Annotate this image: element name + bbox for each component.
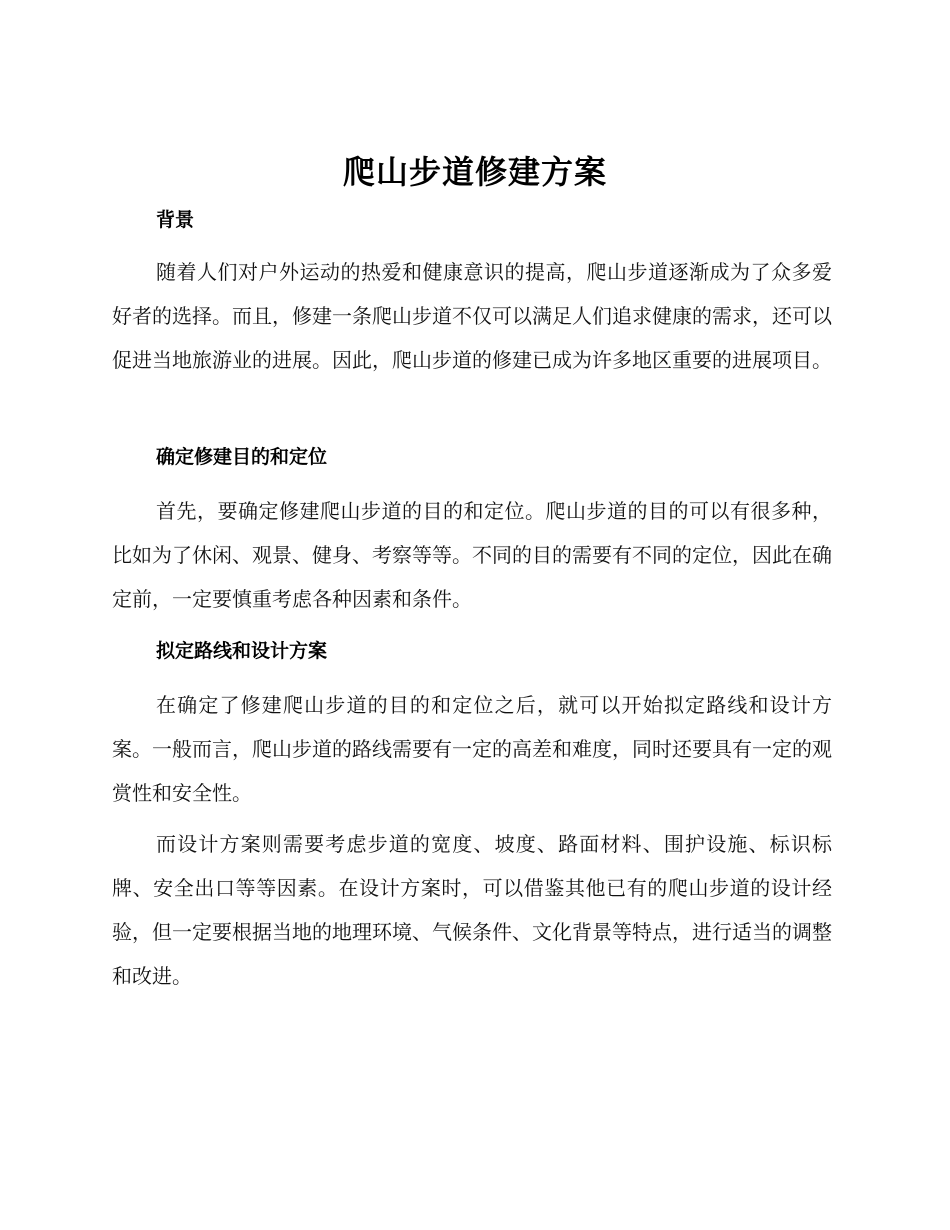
- paragraph-design: 而设计方案则需要考虑步道的宽度、坡度、路面材料、围护设施、标识标牌、安全出口等等因素。在设计方案时，可以借鉴其他已有的爬山步道的设计经验，但一定要根据当地的地理环境、气候条件、文化背景等特点，进行适当的调整和改进。: [112, 832, 832, 988]
- paragraph-route: 在确定了修建爬山步道的目的和定位之后，就可以开始拟定路线和设计方案。一般而言，爬山步道的路线需要有一定的高差和难度，同时还要具有一定的观赏性和安全性。: [112, 693, 832, 805]
- paragraph-purpose: 首先，要确定修建爬山步道的目的和定位。爬山步道的目的可以有很多种，比如为了休闲、观景、健身、考察等等。不同的目的需要有不同的定位，因此在确定前，一定要慎重考虑各种因素和条件。: [112, 499, 832, 611]
- document-title: 爬山步道修建方案: [342, 153, 607, 191]
- paragraph-background: 随着人们对户外运动的热爱和健康意识的提高，爬山步道逐渐成为了众多爱好者的选择。而且，修建一条爬山步道不仅可以满足人们追求健康的需求，还可以促进当地旅游业的进展。因此，爬山步道的修建已成为许多地区重要的进展项目。: [112, 260, 832, 372]
- section-heading-purpose: 确定修建目的和定位: [156, 446, 328, 468]
- section-heading-route-design: 拟定路线和设计方案: [156, 640, 328, 662]
- section-heading-background: 背景: [156, 209, 195, 231]
